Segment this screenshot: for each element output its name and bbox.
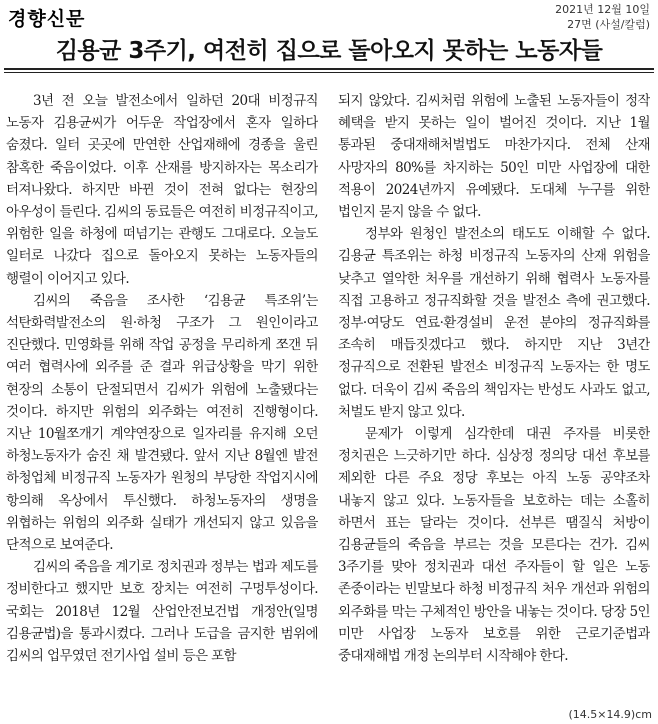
left-column (6, 90, 318, 702)
paragraph: 3년 전 오늘 발전소에서 일하던 20대 비정규직 노동자 김용균씨가 어두운 작업장에서 혼자 일하다 숨졌다. 일터 곳곳에 만연한 산업재해에 경종을 울린 참혹한 죽음이었다. 이후 산재를 방지하자는 목소리가 터져나왔다. 하지만 바뀐 것이 전혀 없다는 현장의 아우성이 들린다. 김씨의 동료들은 여전히 비정규직이고, 위험한 일을 하청에 떠넘기는 관행도 그대로다. 오늘도 일터로 나갔다 집으로 돌아오지 못하는 노동자들의 행렬이 이어지고 있다. (6, 93, 318, 287)
headline-rule-thin (4, 72, 654, 73)
paragraph: 문제가 이렇게 심각한데 대권 주자를 비롯한 정치권은 느긋하기만 하다. 심상정 정의당 대선 후보를 제외한 다른 주요 정당 후보는 아직 노동 공약조차 내놓지 않고 있다. 노동자들을 보호하는 데는 소홀히 하면서 표는 달라는 것이다. 선부른 땜질식 처방이 김용균들의 죽음을 부르는 것을 모른다는 건가. 김씨 3주기를 맞아 정치권과 대선 주자들이 할 일은 노동 존중이라는 빈말보다 하청 비정규직 처우 개선과 위험의 외주화를 막는 구체적인 방안을 내놓는 것이다. 당장 5인 미만 사업장 노동자 보호를 위한 근로기준법과 중대재해법 개정 논의부터 시작해야 한다. (338, 426, 650, 665)
publication-date: 2021년 12월 10일 (555, 3, 650, 16)
article-headline: 김용균 3주기, 여전히 집으로 돌아오지 못하는 노동자들 (55, 38, 603, 64)
paragraph: 김씨의 죽음을 조사한 ‘김용균 특조위’는 석탄화력발전소의 원·하청 구조가 그 원인이라고 진단했다. 민영화를 위해 작업 공정을 무리하게 쪼갠 뒤 여러 협력사에 외주를 준 결과 위급상황을 막기 위한 현장의 소통이 단절되면서 김씨가 위험에 노출됐다는 것이다. 하지만 위험의 외주화는 여전히 진행형이다. 지난 10월쪼개기 계약연장으로 일자리를 유지해 오던 하청노동자가 숨진 채 발견됐다. 앞서 지난 8월엔 발전 하청업체 비정규직 노동자가 원청의 부당한 작업지시에 항의해 옥상에서 투신했다. 하청노동자의 생명을 위협하는 위험의 외주화 실태가 개선되지 않고 있음을 단적으로 보여준다. (6, 292, 318, 554)
page-section: 27면 (사설/칼럼) (567, 18, 650, 31)
paragraph: 김씨의 죽음을 계기로 정치권과 정부는 법과 제도를 정비한다고 했지만 보호 장치는 여전히 구멍투성이다. 국회는 2018년 12월 산업안전보건법 개정안(일명 김용균법)을 통과시켰다. 그러나 도급을 금지한 범위에 김씨의 업무였던 전기사업 설비 등은 포함 (6, 559, 318, 665)
dateline (555, 2, 650, 32)
clipping-size-note: (14.5×14.9)cm (568, 708, 652, 721)
paragraph-continued: 되지 않았다. 김씨처럼 위험에 노출된 노동자들이 정작 혜택을 받지 못하는 일이 벌어진 것이다. 지난 1월 통과된 중대재해처벌법도 마찬가지다. 전체 산재 사망자의 80%를 차지하는 50인 미만 사업장에 대한 적용이 2024년까지 유예됐다. 도대체 누구를 위한 법인지 묻지 않을 수 없다. (338, 93, 650, 221)
headline-rule-thick (4, 68, 654, 70)
paragraph: 정부와 원청인 발전소의 태도도 이해할 수 없다. 김용균 특조위는 하청 비정규직 노동자의 산재 위험을 낮추고 열악한 처우를 개선하기 위해 협력사 노동자를 직접 고용하고 정규직화할 것을 발전소 측에 권고했다. 정부·여당도 연료·환경설비 운전 분야의 정규직화를 조속히 매듭짓겠다고 했다. 하지만 지난 3년간 정규직으로 전환된 발전소 비정규직 노동자는 한 명도 없다. 더욱이 김씨 죽음의 책임자는 반성도 사과도 없고, 처벌도 받지 않고 있다. (338, 226, 650, 420)
article-body (6, 90, 650, 702)
newspaper-masthead: 경향신문 (8, 8, 86, 30)
right-column (338, 90, 650, 702)
